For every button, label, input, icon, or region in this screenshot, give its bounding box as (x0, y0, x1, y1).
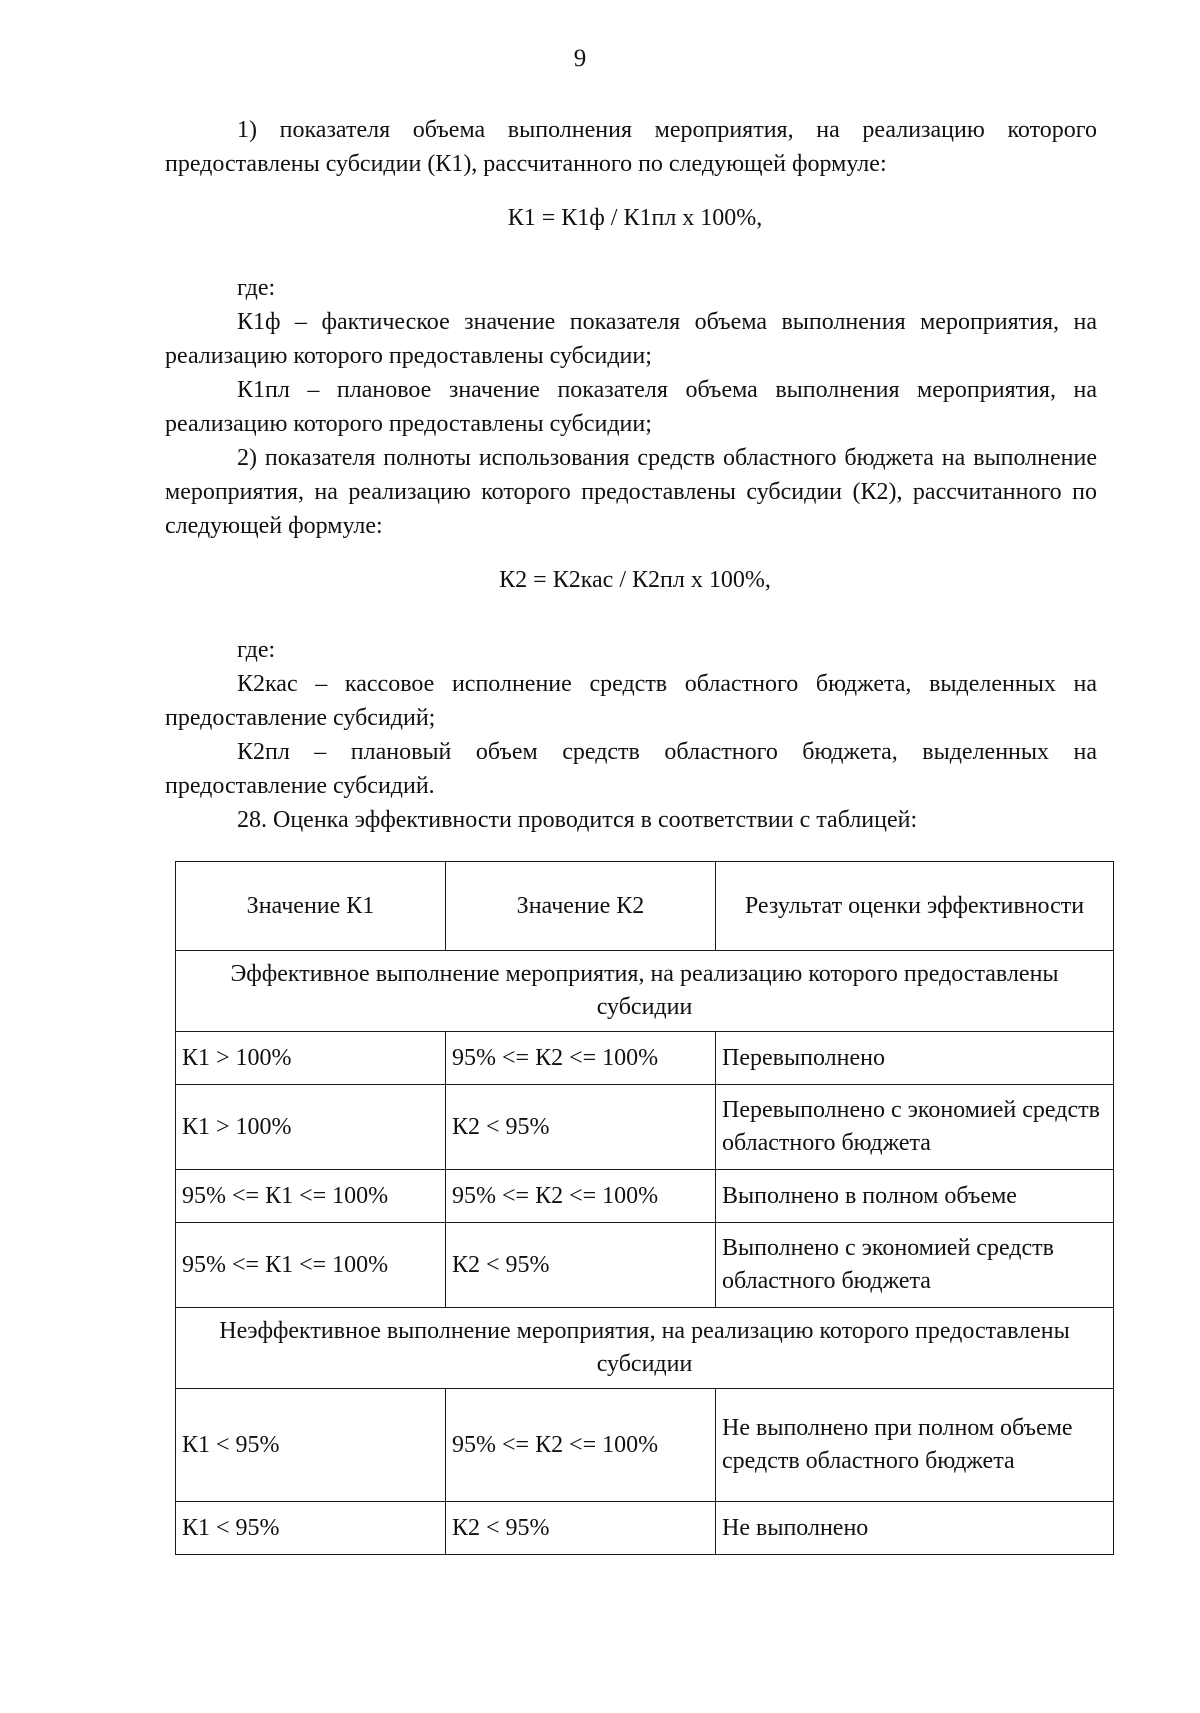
cell-k1: К1 > 100% (176, 1032, 446, 1085)
section-row-ineffective (176, 1308, 1114, 1389)
section-effective-title: Эффективное выполнение мероприятия, на реализацию которого предоставлены субсидии (176, 951, 1114, 1032)
table-header-row (176, 862, 1114, 951)
cell-k1: К1 > 100% (176, 1085, 446, 1170)
where-label-1: где: (237, 275, 276, 301)
cell-result: Выполнено в полном объеме (716, 1170, 1114, 1223)
definition-k1pl: К1пл – плановое значение показателя объема выполнения мероприятия, на реализацию которого предоставлены субсидии; (165, 377, 1097, 437)
cell-k2: К2 < 95% (446, 1085, 716, 1170)
section-row-effective (176, 951, 1114, 1032)
document-body (165, 113, 1097, 837)
definition-k2pl: К2пл – плановый объем средств областного бюджета, выделенных на предоставление субсидий. (165, 739, 1097, 799)
table-row (176, 1502, 1114, 1555)
cell-k2: К2 < 95% (446, 1502, 716, 1555)
evaluation-table (175, 861, 1114, 1555)
cell-k2: 95% <= К2 <= 100% (446, 1389, 716, 1502)
cell-result: Перевыполнено (716, 1032, 1114, 1085)
definition-k2kas: К2кас – кассовое исполнение средств областного бюджета, выделенных на предоставление субсидий; (165, 671, 1097, 731)
cell-k2: К2 < 95% (446, 1223, 716, 1308)
where-label-2: где: (237, 637, 276, 663)
evaluation-table-container (175, 861, 1113, 1555)
cell-k2: 95% <= К2 <= 100% (446, 1032, 716, 1085)
cell-result: Перевыполнено с экономией средств областного бюджета (716, 1085, 1114, 1170)
section-ineffective-title: Неэффективное выполнение мероприятия, на реализацию которого предоставлены субсидии (176, 1308, 1114, 1389)
formula-k2: К2 = К2кас / К2пл х 100%, (499, 567, 771, 593)
cell-k1: 95% <= К1 <= 100% (176, 1170, 446, 1223)
cell-result: Не выполнено при полном объеме средств областного бюджета (716, 1389, 1114, 1502)
page-number: 9 (573, 45, 587, 72)
cell-k2: 95% <= К2 <= 100% (446, 1170, 716, 1223)
table-row (176, 1389, 1114, 1502)
cell-result: Не выполнено (716, 1502, 1114, 1555)
cell-k1: К1 < 95% (176, 1502, 446, 1555)
formula-k1: К1 = К1ф / К1пл х 100%, (507, 205, 763, 231)
cell-k1: К1 < 95% (176, 1389, 446, 1502)
paragraph-indicator-k2: 2) показателя полноты использования средств областного бюджета на выполнение мероприятия, на реализацию которого предоставлены субсидии (К2), рассчитанного по следующей формуле: (165, 445, 1097, 539)
table-row (176, 1170, 1114, 1223)
paragraph-28: 28. Оценка эффективности проводится в соответствии с таблицей: (237, 807, 918, 833)
header-k1: Значение К1 (176, 862, 446, 951)
definition-k1f: К1ф – фактическое значение показателя объема выполнения мероприятия, на реализацию которого предоставлены субсидии; (165, 309, 1097, 369)
cell-result: Выполнено с экономией средств областного бюджета (716, 1223, 1114, 1308)
paragraph-indicator-k1: 1) показателя объема выполнения мероприятия, на реализацию которого предоставлены субсидии (К1), рассчитанного по следующей формуле: (165, 117, 1097, 177)
header-k2: Значение К2 (446, 862, 716, 951)
cell-k1: 95% <= К1 <= 100% (176, 1223, 446, 1308)
table-row (176, 1223, 1114, 1308)
table-row (176, 1085, 1114, 1170)
table-row (176, 1032, 1114, 1085)
header-result: Результат оценки эффективности (716, 862, 1114, 951)
